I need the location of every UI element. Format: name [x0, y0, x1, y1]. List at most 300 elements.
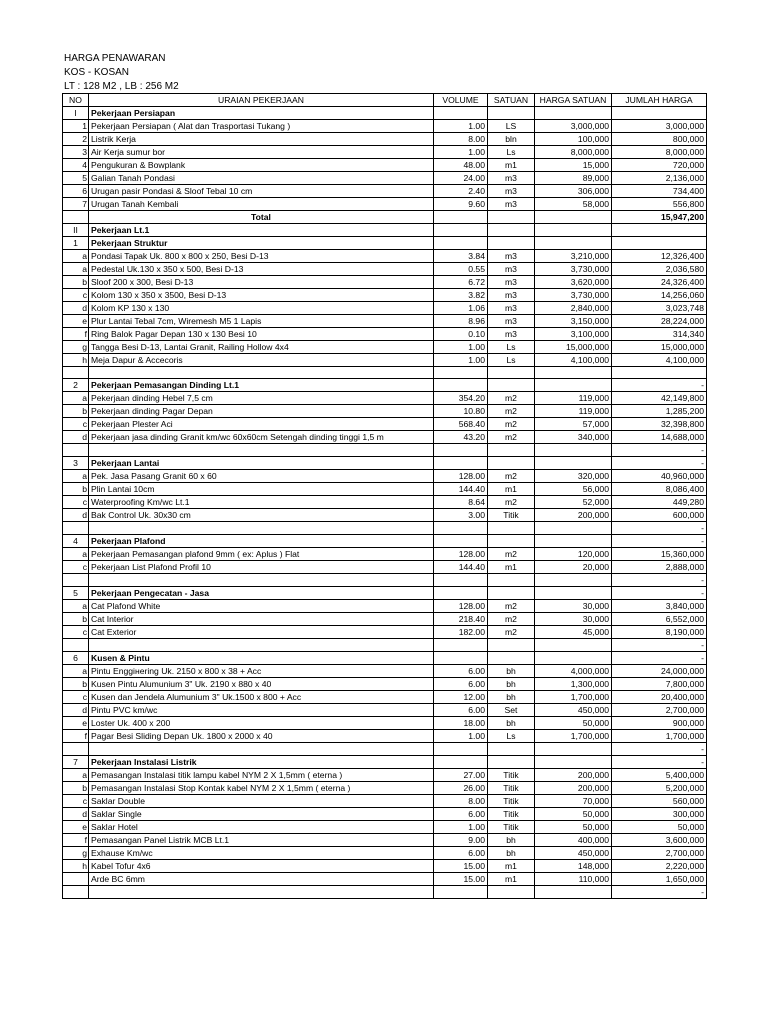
cell-no: 5 — [63, 172, 89, 185]
cell-unit: m2 — [488, 600, 535, 613]
cell-volume — [434, 211, 488, 224]
cell-total-price: - — [612, 886, 707, 899]
cell-volume: 568.40 — [434, 418, 488, 431]
table-row — [63, 821, 707, 834]
cell-unit-price: 1,700,000 — [535, 691, 612, 704]
cell-description: Galian Tanah Pondasi — [89, 172, 434, 185]
cell-volume: 6.00 — [434, 847, 488, 860]
cell-unit: m1 — [488, 159, 535, 172]
cell-unit: Titik — [488, 509, 535, 522]
cell-volume: 8.00 — [434, 133, 488, 146]
cell-unit — [488, 652, 535, 665]
table-row — [63, 873, 707, 886]
cell-total-price: 15,000,000 — [612, 341, 707, 354]
cell-unit — [488, 367, 535, 379]
cell-total-price: - — [612, 522, 707, 535]
cell-volume: 1.06 — [434, 302, 488, 315]
cell-volume: 1.00 — [434, 730, 488, 743]
cell-unit-price: 120,000 — [535, 548, 612, 561]
cell-no: d — [63, 704, 89, 717]
table-row — [63, 561, 707, 574]
cell-unit: m3 — [488, 328, 535, 341]
cell-volume — [434, 652, 488, 665]
table-row — [63, 315, 707, 328]
cell-description: Pekerjaan Pemasangan Dinding Lt.1 — [89, 379, 434, 392]
cell-unit: bln — [488, 133, 535, 146]
cell-no: 2 — [63, 379, 89, 392]
cell-description: Kusen dan Jendela Alumunium 3" Uk.1500 x 800 + Acc — [89, 691, 434, 704]
cell-unit-price — [535, 107, 612, 120]
cell-no — [63, 367, 89, 379]
cell-volume — [434, 574, 488, 587]
cell-unit: LS — [488, 120, 535, 133]
cell-volume: 8.96 — [434, 315, 488, 328]
table-row — [63, 250, 707, 263]
cell-description: Arde BC 6mm — [89, 873, 434, 886]
cell-unit: m3 — [488, 315, 535, 328]
cell-unit-price — [535, 535, 612, 548]
table-row — [63, 302, 707, 315]
cell-total-price: - — [612, 652, 707, 665]
cell-volume: 27.00 — [434, 769, 488, 782]
cell-total-price: 12,326,400 — [612, 250, 707, 263]
cell-total-price: 2,036,580 — [612, 263, 707, 276]
cell-total-price: 42,149,800 — [612, 392, 707, 405]
table-row — [63, 769, 707, 782]
table-row — [63, 860, 707, 873]
cell-unit-price — [535, 211, 612, 224]
cell-total-price: - — [612, 379, 707, 392]
cell-description: Pekerjaan dinding Pagar Depan — [89, 405, 434, 418]
cell-unit — [488, 574, 535, 587]
cell-unit: Titik — [488, 795, 535, 808]
cell-unit: Ls — [488, 341, 535, 354]
cell-no: a — [63, 600, 89, 613]
cell-unit-price: 400,000 — [535, 834, 612, 847]
cell-description: Pekerjaan Struktur — [89, 237, 434, 250]
cell-no: d — [63, 509, 89, 522]
table-row — [63, 548, 707, 561]
cell-no: 7 — [63, 756, 89, 769]
cell-volume: 144.40 — [434, 483, 488, 496]
cell-unit — [488, 107, 535, 120]
cell-unit-price: 119,000 — [535, 392, 612, 405]
cell-unit-price — [535, 639, 612, 652]
cell-no — [63, 211, 89, 224]
cell-description: Tangga Besi D-13, Lantai Granit, Railing Hollow 4x4 — [89, 341, 434, 354]
cell-unit: Titik — [488, 808, 535, 821]
cell-volume: 1.00 — [434, 146, 488, 159]
cell-unit-price: 3,620,000 — [535, 276, 612, 289]
cell-no: f — [63, 730, 89, 743]
section-row — [63, 535, 707, 548]
cell-description: Kusen Pintu Alumunium 3" Uk. 2190 x 880 x 40 — [89, 678, 434, 691]
cell-total-price: - — [612, 743, 707, 756]
cell-total-price: 24,326,400 — [612, 276, 707, 289]
cell-unit-price: 3,730,000 — [535, 289, 612, 302]
cell-total-price: 5,400,000 — [612, 769, 707, 782]
table-row — [63, 665, 707, 678]
cell-no: b — [63, 276, 89, 289]
cell-no: c — [63, 496, 89, 509]
table-row — [63, 289, 707, 302]
cell-unit — [488, 457, 535, 470]
cell-description: Pekerjaan Persiapan — [89, 107, 434, 120]
table-row — [63, 691, 707, 704]
cell-unit-price: 52,000 — [535, 496, 612, 509]
table-row — [63, 808, 707, 821]
cell-volume: 1.00 — [434, 120, 488, 133]
cell-total-price: 28,224,000 — [612, 315, 707, 328]
cell-volume: 6.00 — [434, 678, 488, 691]
cell-volume: 6.00 — [434, 808, 488, 821]
cell-unit-price: 320,000 — [535, 470, 612, 483]
cell-unit-price — [535, 756, 612, 769]
table-row — [63, 509, 707, 522]
cell-unit-price: 50,000 — [535, 717, 612, 730]
table-row — [63, 717, 707, 730]
cell-unit: Ls — [488, 730, 535, 743]
table-row — [63, 392, 707, 405]
cell-unit-price: 58,000 — [535, 198, 612, 211]
section-row — [63, 379, 707, 392]
cell-no: b — [63, 782, 89, 795]
cell-unit-price: 70,000 — [535, 795, 612, 808]
cell-total-price: 300,000 — [612, 808, 707, 821]
cell-unit-price: 30,000 — [535, 613, 612, 626]
cell-no: II — [63, 224, 89, 237]
table-header-row — [63, 94, 707, 107]
cell-description — [89, 574, 434, 587]
cell-unit-price: 1,300,000 — [535, 678, 612, 691]
table-row — [63, 678, 707, 691]
cell-unit: m1 — [488, 873, 535, 886]
cell-total-price: 314,340 — [612, 328, 707, 341]
cell-unit: Titik — [488, 769, 535, 782]
cell-volume — [434, 457, 488, 470]
cell-unit: Titik — [488, 821, 535, 834]
table-row — [63, 120, 707, 133]
header-uraian-pekerjaan: URAIAN PEKERJAAN — [89, 94, 434, 107]
cell-no: c — [63, 418, 89, 431]
cell-unit-price: 3,100,000 — [535, 328, 612, 341]
cell-volume — [434, 535, 488, 548]
cell-description: Kabel Tofur 4x6 — [89, 860, 434, 873]
cell-no — [63, 574, 89, 587]
cell-unit-price — [535, 522, 612, 535]
table-row — [63, 626, 707, 639]
cell-description: Pengukuran & Bowplank — [89, 159, 434, 172]
table-row — [63, 133, 707, 146]
cell-total-price: - — [612, 587, 707, 600]
cell-description: Plur Lantai Tebal 7cm, Wiremesh M5 1 Lapis — [89, 315, 434, 328]
cell-description: Loster Uk. 400 x 200 — [89, 717, 434, 730]
cell-total-price: - — [612, 574, 707, 587]
cell-description: Pagar Besi Sliding Depan Uk. 1800 x 2000 x 40 — [89, 730, 434, 743]
cell-volume: 10.80 — [434, 405, 488, 418]
cell-unit — [488, 379, 535, 392]
table-row — [63, 600, 707, 613]
table-row — [63, 354, 707, 367]
cell-unit-price: 450,000 — [535, 847, 612, 860]
cell-no: 1 — [63, 237, 89, 250]
cell-description: Kusen & Pintu — [89, 652, 434, 665]
cell-unit-price — [535, 574, 612, 587]
cell-no: c — [63, 691, 89, 704]
cell-total-price: 3,000,000 — [612, 120, 707, 133]
cell-unit-price: 45,000 — [535, 626, 612, 639]
table-row — [63, 704, 707, 717]
cell-no: a — [63, 392, 89, 405]
cell-no — [63, 444, 89, 457]
cell-volume — [434, 237, 488, 250]
cell-no: b — [63, 483, 89, 496]
cell-description — [89, 367, 434, 379]
cell-description: Pintu PVC km/wc — [89, 704, 434, 717]
cell-unit — [488, 444, 535, 457]
header-jumlah-harga: JUMLAH HARGA — [612, 94, 707, 107]
cell-no: c — [63, 795, 89, 808]
table-row — [63, 276, 707, 289]
cell-total-price: 5,200,000 — [612, 782, 707, 795]
cell-description: Pekerjaan jasa dinding Granit km/wc 60x60cm Setengah dinding tinggi 1,5 m — [89, 431, 434, 444]
cell-unit: Titik — [488, 782, 535, 795]
cell-no: 1 — [63, 120, 89, 133]
cell-volume — [434, 107, 488, 120]
cell-description: Pek. Jasa Pasang Granit 60 x 60 — [89, 470, 434, 483]
table-body — [63, 107, 707, 899]
cell-total-price: - — [612, 457, 707, 470]
table-row — [63, 613, 707, 626]
cell-no: 4 — [63, 159, 89, 172]
cell-total-price — [612, 224, 707, 237]
header-harga-satuan: HARGA SATUAN — [535, 94, 612, 107]
cell-unit: m2 — [488, 626, 535, 639]
land-building-area: LT : 128 M2 , LB : 256 M2 — [64, 81, 179, 92]
cell-no: d — [63, 808, 89, 821]
table-row — [63, 328, 707, 341]
cell-total-price: 3,840,000 — [612, 600, 707, 613]
cell-unit-price: 57,000 — [535, 418, 612, 431]
cell-volume: 354.20 — [434, 392, 488, 405]
cell-no — [63, 639, 89, 652]
cell-total-price: 1,650,000 — [612, 873, 707, 886]
spacer-row — [63, 367, 707, 379]
cell-total-price: - — [612, 756, 707, 769]
cell-unit-price — [535, 379, 612, 392]
cell-unit: bh — [488, 717, 535, 730]
table-row — [63, 405, 707, 418]
cell-total-price: 900,000 — [612, 717, 707, 730]
cell-total-price: - — [612, 535, 707, 548]
cell-unit-price — [535, 224, 612, 237]
cell-no: a — [63, 250, 89, 263]
cell-description: Sloof 200 x 300, Besi D-13 — [89, 276, 434, 289]
cell-no: d — [63, 431, 89, 444]
cell-unit — [488, 211, 535, 224]
cell-unit-price — [535, 743, 612, 756]
cell-unit-price: 4,100,000 — [535, 354, 612, 367]
cell-unit — [488, 224, 535, 237]
cell-no: g — [63, 847, 89, 860]
cell-unit-price: 3,210,000 — [535, 250, 612, 263]
cell-no: a — [63, 470, 89, 483]
cell-unit-price — [535, 367, 612, 379]
cell-unit: m3 — [488, 250, 535, 263]
cell-volume: 218.40 — [434, 613, 488, 626]
cell-description: Meja Dapur & Accecoris — [89, 354, 434, 367]
cell-total-price: 1,700,000 — [612, 730, 707, 743]
cell-description: Pekerjaan Instalasi Listrik — [89, 756, 434, 769]
table-row — [63, 834, 707, 847]
cell-unit-price: 8,000,000 — [535, 146, 612, 159]
cell-no — [63, 743, 89, 756]
table-row — [63, 172, 707, 185]
cell-volume — [434, 522, 488, 535]
cell-description: Pondasi Tapak Uk. 800 x 800 x 250, Besi D-13 — [89, 250, 434, 263]
cell-volume: 26.00 — [434, 782, 488, 795]
cell-volume — [434, 379, 488, 392]
cell-unit: m2 — [488, 548, 535, 561]
cell-unit — [488, 756, 535, 769]
header-volume: VOLUME — [434, 94, 488, 107]
cell-volume: 9.60 — [434, 198, 488, 211]
cell-total-price: 1,285,200 — [612, 405, 707, 418]
cell-unit-price: 119,000 — [535, 405, 612, 418]
cell-no: 4 — [63, 535, 89, 548]
cell-total-price: 24,000,000 — [612, 665, 707, 678]
cell-volume — [434, 367, 488, 379]
cell-total-price: 2,700,000 — [612, 847, 707, 860]
cell-description: Pekerjaan Plester Aci — [89, 418, 434, 431]
document-title: HARGA PENAWARAN — [64, 53, 166, 64]
cell-unit: m1 — [488, 860, 535, 873]
cell-no: 7 — [63, 198, 89, 211]
cell-volume: 128.00 — [434, 548, 488, 561]
cell-volume: 0.55 — [434, 263, 488, 276]
cell-description: Urugan Tanah Kembali — [89, 198, 434, 211]
cell-description: Total — [89, 211, 434, 224]
cell-description: Pekerjaan Lt.1 — [89, 224, 434, 237]
cell-no: c — [63, 626, 89, 639]
cell-no: f — [63, 328, 89, 341]
cell-total-price: 2,700,000 — [612, 704, 707, 717]
cell-no: c — [63, 289, 89, 302]
cell-no: b — [63, 613, 89, 626]
table-row — [63, 470, 707, 483]
cell-no: I — [63, 107, 89, 120]
cell-unit: m2 — [488, 392, 535, 405]
cell-total-price: 8,086,400 — [612, 483, 707, 496]
cell-no — [63, 886, 89, 899]
table-row — [63, 847, 707, 860]
cell-unit: m2 — [488, 405, 535, 418]
cell-unit-price: 50,000 — [535, 808, 612, 821]
section-row — [63, 224, 707, 237]
cell-total-price: 4,100,000 — [612, 354, 707, 367]
cell-unit: bh — [488, 665, 535, 678]
cell-description: Kolom 130 x 350 x 3500, Besi D-13 — [89, 289, 434, 302]
header-no: NO — [63, 94, 89, 107]
cell-unit-price — [535, 237, 612, 250]
cell-no: h — [63, 354, 89, 367]
cell-total-price: 8,190,000 — [612, 626, 707, 639]
cell-volume: 128.00 — [434, 600, 488, 613]
cell-volume: 12.00 — [434, 691, 488, 704]
cell-unit: m3 — [488, 302, 535, 315]
cell-total-price: 20,400,000 — [612, 691, 707, 704]
cell-unit-price: 89,000 — [535, 172, 612, 185]
cell-description: Pekerjaan Plafond — [89, 535, 434, 548]
cell-description: Kolom KP 130 x 130 — [89, 302, 434, 315]
cell-no: c — [63, 561, 89, 574]
cell-no: 3 — [63, 457, 89, 470]
cell-description — [89, 639, 434, 652]
cell-volume: 9.00 — [434, 834, 488, 847]
cell-unit — [488, 535, 535, 548]
spacer-row — [63, 886, 707, 899]
section-row — [63, 587, 707, 600]
cell-no: a — [63, 665, 89, 678]
cell-total-price: - — [612, 639, 707, 652]
cell-total-price: 14,256,060 — [612, 289, 707, 302]
cell-no: 6 — [63, 652, 89, 665]
cell-unit: m3 — [488, 185, 535, 198]
cell-unit-price: 306,000 — [535, 185, 612, 198]
table-row — [63, 263, 707, 276]
cell-volume: 1.00 — [434, 341, 488, 354]
cell-volume: 24.00 — [434, 172, 488, 185]
cell-unit: Ls — [488, 146, 535, 159]
section-row — [63, 107, 707, 120]
cell-volume: 144.40 — [434, 561, 488, 574]
cell-description: Pekerjaan Lantai — [89, 457, 434, 470]
cell-total-price: 734,400 — [612, 185, 707, 198]
cell-unit — [488, 639, 535, 652]
cell-description: Pekerjaan dinding Hebel 7,5 cm — [89, 392, 434, 405]
cell-total-price: 556,800 — [612, 198, 707, 211]
document-subtitle: KOS - KOSAN — [64, 67, 130, 78]
cell-description: Pekerjaan Persiapan ( Alat dan Trasportasi Tukang ) — [89, 120, 434, 133]
table-row — [63, 782, 707, 795]
cell-unit-price: 20,000 — [535, 561, 612, 574]
cell-description: Cat Plafond White — [89, 600, 434, 613]
table-row — [63, 185, 707, 198]
cell-volume: 1.00 — [434, 821, 488, 834]
cell-unit: m2 — [488, 418, 535, 431]
cell-description: Pemasangan Instalasi titik lampu kabel NYM 2 X 1,5mm ( eterna ) — [89, 769, 434, 782]
cell-unit: bh — [488, 834, 535, 847]
cell-unit: Set — [488, 704, 535, 717]
cell-description — [89, 444, 434, 457]
cell-unit-price: 450,000 — [535, 704, 612, 717]
cell-description: Exhause Km/wc — [89, 847, 434, 860]
cell-unit-price: 3,730,000 — [535, 263, 612, 276]
cell-no: f — [63, 834, 89, 847]
cell-unit-price — [535, 886, 612, 899]
table-row — [63, 341, 707, 354]
cell-unit: m2 — [488, 431, 535, 444]
cell-unit: Ls — [488, 354, 535, 367]
cell-total-price: 2,888,000 — [612, 561, 707, 574]
cell-description: Pemasangan Panel Listrik MCB Lt.1 — [89, 834, 434, 847]
cell-total-price: 8,000,000 — [612, 146, 707, 159]
cell-unit-price: 200,000 — [535, 769, 612, 782]
cell-total-price: 6,552,000 — [612, 613, 707, 626]
table-row — [63, 483, 707, 496]
cell-volume — [434, 224, 488, 237]
cell-unit — [488, 743, 535, 756]
